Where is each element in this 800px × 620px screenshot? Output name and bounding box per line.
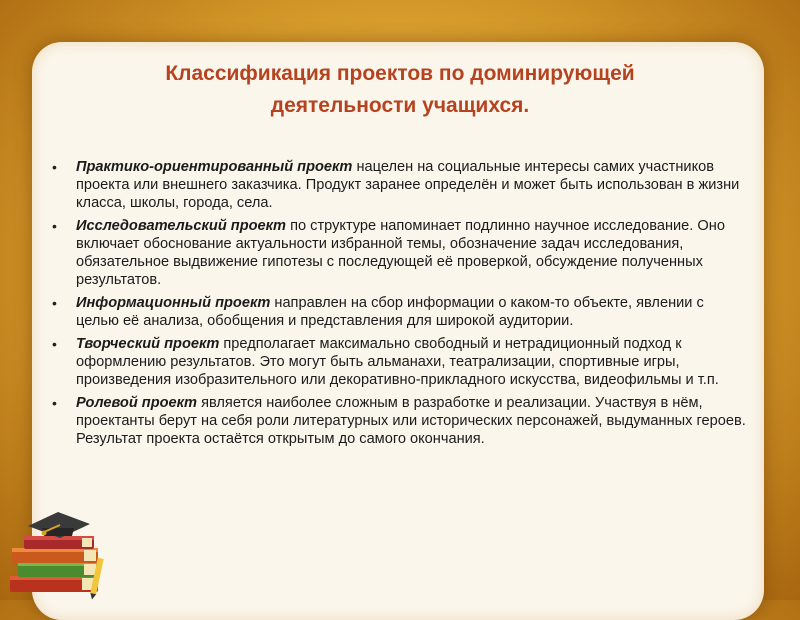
item-text: нацелен на социальные интересы самих участников проекта или внешнего заказчика. Продукт заранее определён и может быть использован в жизни класса, школы, города, села. (76, 159, 740, 211)
item-text: является наиболее сложным в разработке и реализации. Участвуя в нём, проектанты берут на себя роли литературных или исторических персонажей, выдуманных героев. Результат проекта остаётся открытым до самого окончания. (76, 395, 746, 447)
list-item (48, 294, 750, 330)
list-item (48, 217, 750, 289)
item-term: Ролевой проект (76, 395, 198, 411)
project-types-list (48, 158, 750, 453)
bullet-icon: • (52, 295, 57, 311)
bullet-icon: • (52, 159, 57, 175)
page-title (60, 58, 740, 122)
books-with-graduation-cap-icon (2, 500, 114, 600)
list-item (48, 335, 750, 389)
list-item (48, 394, 750, 448)
bullet-icon: • (52, 336, 57, 352)
item-text: направлен на сбор информации о каком-то объекте, явлении с целью её анализа, обобщения и представления для широкой аудитории. (76, 295, 704, 329)
bullet-icon: • (52, 218, 57, 234)
item-term: Практико-ориентированный проект (76, 159, 353, 175)
item-term: Информационный проект (76, 295, 271, 311)
item-text: по структуре напоминает подлинно научное исследование. Оно включает обоснование актуальности избранной темы, обозначение задач исследования, обязательное выдвижение гипотезы с последующей её проверкой, обсуждение полученных результатов. (76, 218, 725, 288)
title-line-1: Классификация проектов по доминирующей (165, 62, 635, 85)
item-text: предполагает максимально свободный и нетрадиционный подход к оформлению результатов. Это могут быть альманахи, театрализации, спортивные игры, произведения изобразительного или декоративно-прикладного искусства, видеофильмы и т.п. (76, 336, 719, 388)
bullet-icon: • (52, 395, 57, 411)
title-line-2: деятельности учащихся. (270, 94, 530, 117)
item-term: Творческий проект (76, 336, 220, 352)
item-term: Исследовательский проект (76, 218, 287, 234)
list-item (48, 158, 750, 212)
